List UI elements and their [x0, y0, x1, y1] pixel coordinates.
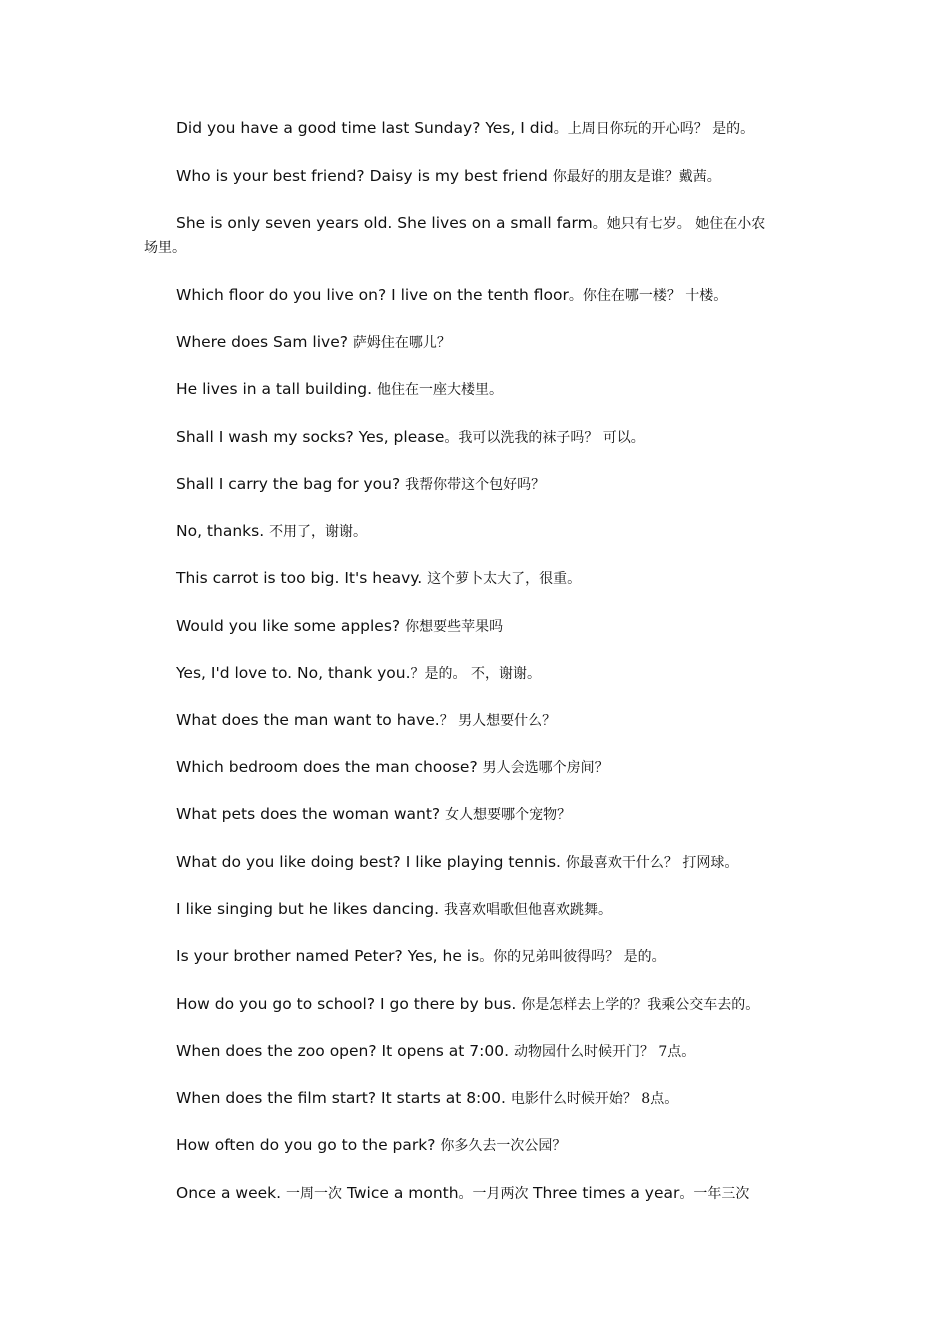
chinese-text: 。上周日你玩的开心吗？ 是的。 [553, 121, 755, 137]
english-text: He lives in a tall building. [176, 380, 377, 398]
chinese-text: 你最喜欢干什么？ 打网球。 [565, 855, 739, 871]
sentence-line [176, 1041, 816, 1062]
chinese-text: 。你的兄弟叫彼得吗？ 是的。 [479, 949, 666, 965]
chinese-text: 。一年三次 [679, 1186, 750, 1202]
sentence-line [176, 946, 816, 967]
english-text: What does the man want to have. [176, 711, 440, 729]
english-text: Which floor do you live on? I live on the tenth floor [176, 286, 569, 304]
english-text: She is only seven years old. She lives on a small farm [176, 214, 593, 232]
english-text: What pets does the woman want? [176, 805, 446, 823]
sentence-line [176, 213, 816, 234]
sentence-line [176, 332, 816, 353]
chinese-text: ？ 男人想要什么？ [439, 713, 557, 729]
english-text: Once a week. [176, 1184, 287, 1202]
sentence-line [176, 118, 816, 139]
english-text: When does the film start? It starts at 8:00. [176, 1089, 511, 1107]
chinese-text: 我帮你带这个包好吗？ [405, 477, 546, 493]
sentence-line [176, 285, 816, 306]
chinese-text: 。我可以洗我的袜子吗？ 可以。 [444, 430, 645, 446]
sentence-line [176, 521, 816, 542]
english-text: Who is your best friend? Daisy is my best friend [176, 167, 553, 185]
sentence-line [176, 1183, 816, 1204]
sentence-line [176, 757, 816, 778]
english-text: I like singing but he likes dancing. [176, 900, 444, 918]
english-text: When does the zoo open? It opens at 7:00. [176, 1042, 514, 1060]
chinese-text: 。你住在哪一楼？ 十楼。 [568, 288, 728, 304]
english-text: How often do you go to the park? [176, 1136, 441, 1154]
english-text: What do you like doing best? I like playing tennis. [176, 853, 566, 871]
chinese-text: 电影什么时候开始？ 8点。 [510, 1091, 679, 1107]
english-text: Shall I carry the bag for you? [176, 475, 406, 493]
english-text: How do you go to school? I go there by bus. [176, 995, 522, 1013]
chinese-text: 萨姆住在哪儿？ [352, 335, 451, 351]
chinese-text: 他住在一座大楼里。 [376, 382, 503, 398]
chinese-text: 你多久去一次公园？ [440, 1138, 567, 1154]
english-text: Which bedroom does the man choose? [176, 758, 483, 776]
sentence-line [176, 379, 816, 400]
sentence-line [176, 1135, 816, 1156]
sentence-line [176, 663, 816, 684]
english-text: Three times a year [533, 1184, 680, 1202]
sentence-line [176, 994, 816, 1015]
sentence-line [176, 616, 816, 637]
chinese-text: 。一月两次 [458, 1186, 533, 1202]
sentence-line [176, 568, 816, 589]
english-text: Is your brother named Peter? Yes, he is [176, 947, 480, 965]
sentence-line [176, 710, 816, 731]
chinese-text: 这个萝卜太大了，很重。 [427, 571, 582, 587]
chinese-text-continuation: 场里。 [144, 240, 186, 256]
english-text: Where does Sam live? [176, 333, 353, 351]
sentence-line [176, 852, 816, 873]
chinese-text: 。她只有七岁。 她住在小农 [592, 216, 766, 232]
sentence-line [176, 1088, 816, 1109]
chinese-text: 女人想要哪个宠物？ [445, 807, 572, 823]
chinese-text: 你最好的朋友是谁？戴茜。 [552, 169, 721, 185]
english-text: Yes, I'd love to. No, thank you. [176, 664, 411, 682]
sentence-line [176, 474, 816, 495]
chinese-text: 你是怎样去上学的？我乘公交车去的。 [521, 997, 760, 1013]
chinese-text: 一周一次 [286, 1186, 343, 1202]
english-text: Shall I wash my socks? Yes, please [176, 428, 445, 446]
english-text: No, thanks. [176, 522, 270, 540]
english-text: Did you have a good time last Sunday? Yes, I did [176, 119, 554, 137]
chinese-text: 男人会选哪个房间？ [482, 760, 609, 776]
english-text: Twice a month [342, 1184, 459, 1202]
chinese-text: ？是的。 不，谢谢。 [410, 666, 541, 682]
sentence-line [176, 166, 816, 187]
chinese-text: 你想要些苹果吗 [405, 619, 504, 635]
chinese-text: 我喜欢唱歌但他喜欢跳舞。 [443, 902, 612, 918]
sentence-line [176, 899, 816, 920]
english-text: This carrot is too big. It's heavy. [176, 569, 428, 587]
english-text: Would you like some apples? [176, 617, 406, 635]
chinese-text: 不用了，谢谢。 [269, 524, 368, 540]
chinese-text: 动物园什么时候开门？ 7点。 [513, 1044, 696, 1060]
sentence-line [176, 804, 816, 825]
sentence-line [176, 427, 816, 448]
